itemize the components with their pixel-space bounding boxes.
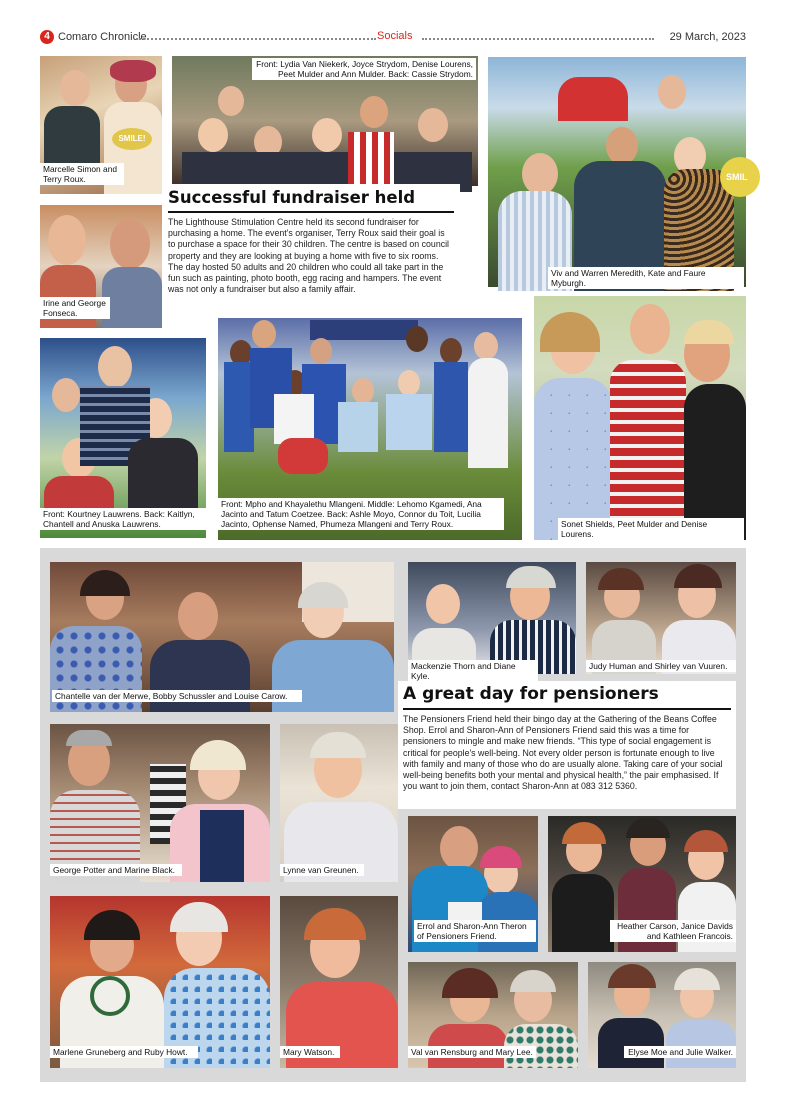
caption-heather: Heather Carson, Janice Davids and Kathleen Francois. [610,920,736,942]
caption-mackenzie: Mackenzie Thorn and Diane Kyle. [408,660,538,682]
caption-mary: Mary Watson. [280,1046,340,1058]
article-pensioners [398,681,736,809]
photo-chantelle [50,562,394,712]
caption-marlene: Marlene Gruneberg and Ruby Howt. [50,1046,198,1058]
caption-sonet: Sonet Shields, Peet Mulder and Denise Lourens. [558,518,744,540]
photo-viv-warren [488,57,746,287]
photo-lynne [280,724,398,882]
caption-val: Val van Rensburg and Mary Lee. [408,1046,536,1058]
caption-irine: Irine and George Fonseca. [40,297,110,319]
photo-marlene [50,896,270,1068]
caption-errol: Errol and Sharon-Ann Theron of Pensioners Friend. [414,920,536,942]
photo-elyse [588,962,736,1068]
photo-sonet [534,296,746,540]
article-fundraiser-title: Successful fundraiser held [168,188,416,207]
page-number-badge: 4 [40,30,54,44]
photo-george-potter [50,724,270,882]
article-pensioners-body: The Pensioners Friend held their bingo day at the Gathering of the Beans Coffee Shop. Errol and Sharon-Ann of Pensioners Friend said this was a time for pensioners to mingle and make new friends. “This type of social engagement is critical for people's well-being. Not every older person is fortunate enough to live with family and many of those who do are usually alone. Taking care of your social well-being benefits both your mental and physical health,” the pair emphasised. If you want to join them, contact Sharon-Ann at 083 312 5360. [403,714,723,792]
issue-date: 29 March, 2023 [669,31,746,43]
photo-heather [548,816,736,952]
caption-chantelle: Chantelle van der Merwe, Bobby Schussler and Louise Carow. [52,690,302,702]
page-header [40,30,746,46]
caption-elyse: Elyse Moe and Julie Walker. [624,1046,736,1058]
article-fundraiser [162,184,460,316]
article-pensioners-title: A great day for pensioners [403,684,659,704]
photo-val [408,962,578,1068]
smile-sign-prop-partial: SMIL [720,157,760,197]
caption-mpho: Front: Mpho and Khayalethu Mlangeni. Middle: Lehomo Kgamedi, Ana Jacinto and Tatum Coetzee. Back: Ashle Moyo, Connor du Toit, Lucilia Jacinto, Ophense Named, Phumeza Mlangeni and Terry Roux. [218,498,504,530]
caption-judy: Judy Human and Shirley van Vuuren. [586,660,736,672]
article-fundraiser-rule [168,211,454,213]
photo-kourtney [40,338,206,538]
photo-irine-george [40,205,162,328]
header-rule-left [136,38,376,40]
caption-marcelle: Marcelle Simon and Terry Roux. [40,163,124,185]
caption-kourtney: Front: Kourtney Lauwrens. Back: Kaitlyn, Chantell and Anuska Lauwrens. [40,508,206,530]
caption-viv: Viv and Warren Meredith, Kate and Faure Myburgh. [548,267,744,289]
photo-judy [586,562,736,674]
photo-mpho-group [218,318,522,540]
photo-mackenzie [408,562,576,681]
photo-errol [408,816,538,952]
smile-sign-prop: SMILE! [112,128,152,150]
caption-group-top: Front: Lydia Van Niekerk, Joyce Strydom, Denise Lourens, Peet Mulder and Ann Mulder. Back: Cassie Strydom. [252,58,476,80]
caption-george: George Potter and Marine Black. [50,864,182,876]
section-name: Socials [377,30,413,42]
article-pensioners-rule [403,708,731,710]
photo-mary [280,896,398,1068]
caption-lynne: Lynne van Greunen. [280,864,364,876]
photo-marcelle-terry [40,56,162,194]
photo-group-top [172,56,478,186]
article-fundraiser-body: The Lighthouse Stimulation Centre held its second fundraiser for purchasing a home. The event's organiser, Terry Roux said their goal is to purchase a space for their 30 children. The centre is based on council property and they are looking at buying a home with five to six rooms. The day hosted 50 adults and 20 children who could all take part in the fun such as painting, photo booth, egg racing and hampers. The event was not only a fundraiser but also a family affair. [168,217,450,295]
publication-name: Comaro Chronicle [58,31,147,43]
header-rule-right [422,38,654,40]
